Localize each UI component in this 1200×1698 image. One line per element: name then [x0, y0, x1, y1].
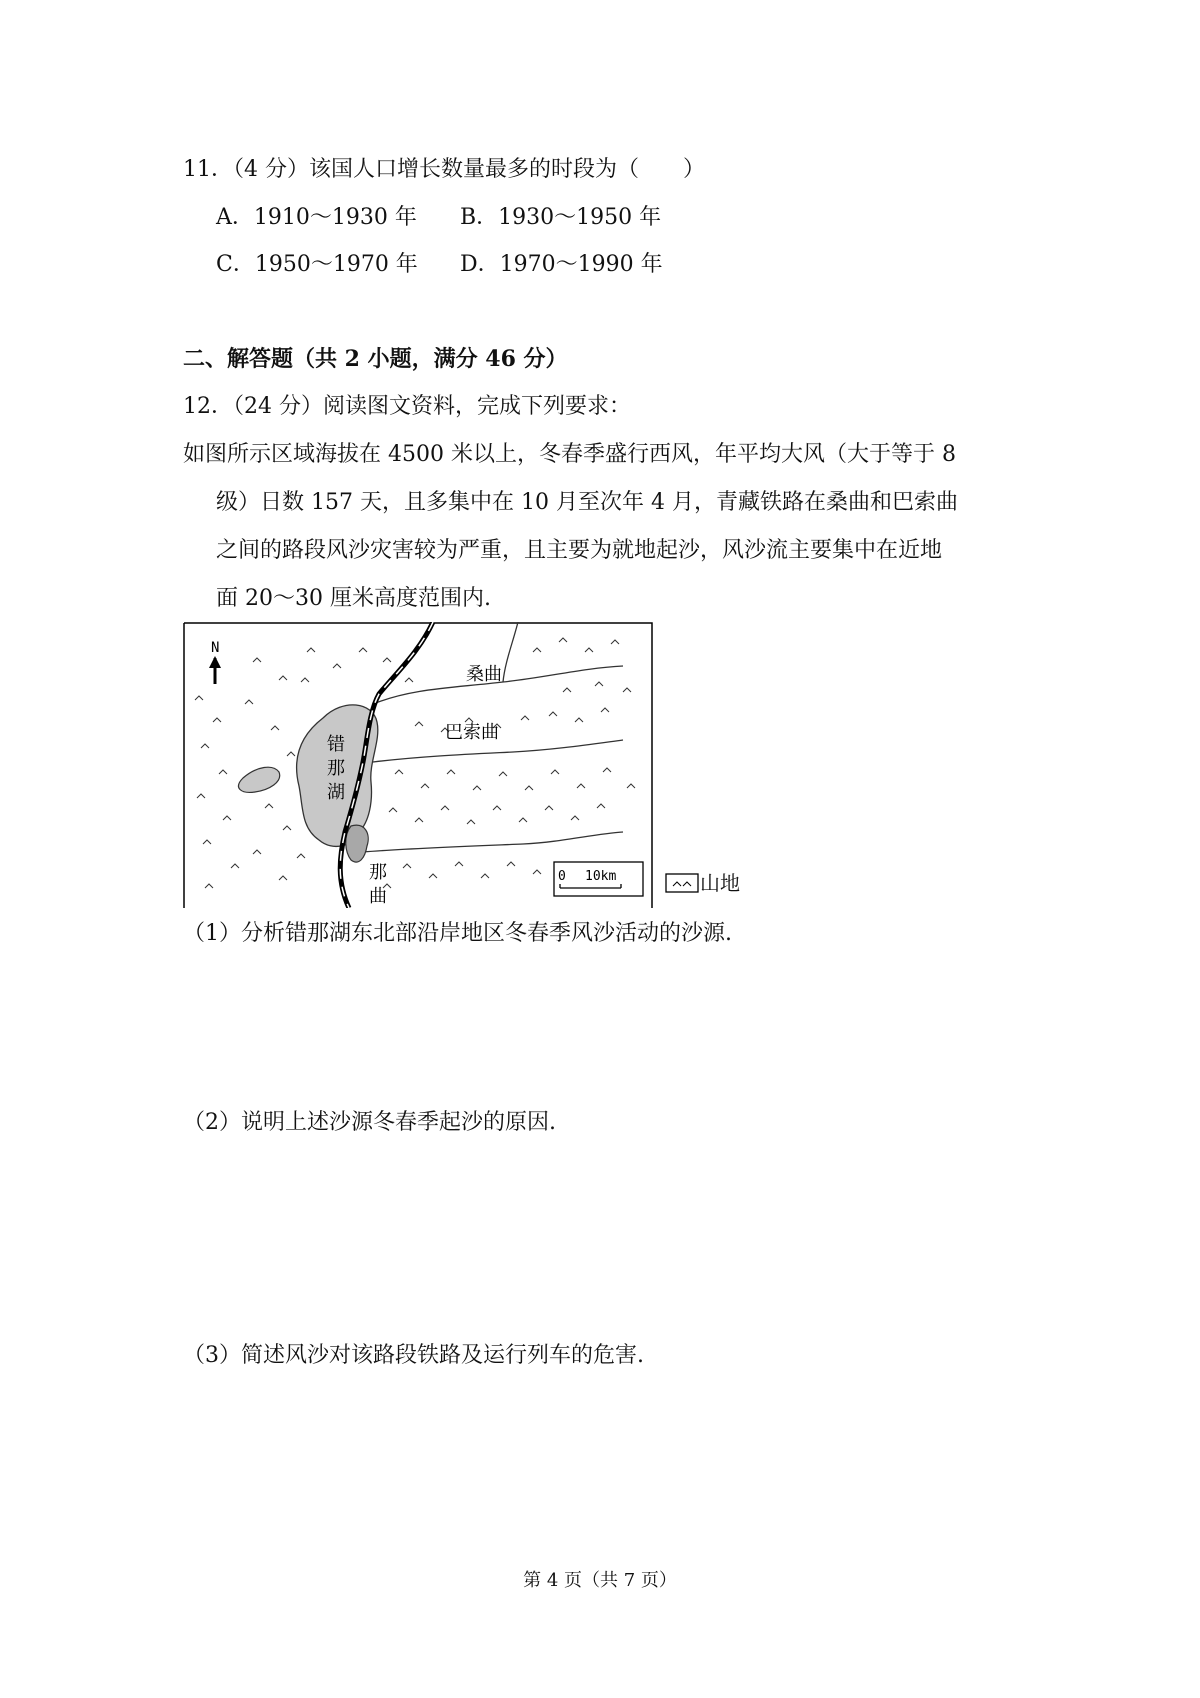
q12-subquestion-1: （1）分析错那湖东北部沿岸地区冬春季风沙活动的沙源.: [183, 921, 732, 946]
section-title: 二、解答题（共 2 小题，满分 46 分）: [183, 346, 568, 372]
north-arrow-icon: [209, 656, 221, 684]
q12-para-line: 面 20～30 厘米高度范围内.: [216, 586, 491, 611]
q12-stem: 12．（24 分）阅读图文资料，完成下列要求：: [183, 394, 631, 419]
north-label: N: [211, 640, 220, 656]
q12-para-line: 如图所示区域海拔在 4500 米以上，冬春季盛行西风，年平均大风（大于等于 8: [183, 442, 956, 467]
scale-label: 10km: [585, 869, 617, 884]
lake-label: 湖: [327, 782, 345, 803]
q12-subquestion-2: （2）说明上述沙源冬春季起沙的原因.: [183, 1110, 556, 1135]
q11-stem: 11．（4 分）该国人口增长数量最多的时段为（ ）: [183, 157, 705, 182]
mountain-legend-icon: [665, 872, 699, 894]
page-footer: 第 4 页（共 7 页）: [523, 1570, 677, 1591]
river-label-sangqu: 桑曲: [466, 664, 502, 685]
scale-zero: 0: [558, 869, 566, 884]
lake-label: 那: [327, 758, 345, 779]
town-label: 曲: [369, 886, 387, 907]
q11-option-b: B．1930～1950 年: [460, 205, 662, 230]
q12-para-line: 级）日数 157 天，且多集中在 10 月至次年 4 月，青藏铁路在桑曲和巴索曲: [216, 490, 958, 515]
river-label-basuoqu: 巴索曲: [445, 722, 499, 743]
q12-subquestion-3: （3）简述风沙对该路段铁路及运行列车的危害.: [183, 1343, 644, 1368]
town-label: 那: [369, 862, 387, 883]
legend-label: 山地: [700, 871, 740, 895]
lake-label: 错: [327, 734, 345, 755]
q11-option-c: C．1950～1970 年: [216, 252, 418, 277]
q11-option-a: A．1910～1930 年: [216, 205, 417, 230]
small-lake-shape: [239, 767, 280, 792]
q11-option-d: D．1970～1990 年: [460, 252, 663, 277]
town-area-shape: [346, 825, 368, 862]
mountain-symbols: [195, 638, 635, 888]
region-map: [183, 622, 653, 908]
q12-para-line: 之间的路段风沙灾害较为严重，且主要为就地起沙，风沙流主要集中在近地: [216, 538, 943, 563]
